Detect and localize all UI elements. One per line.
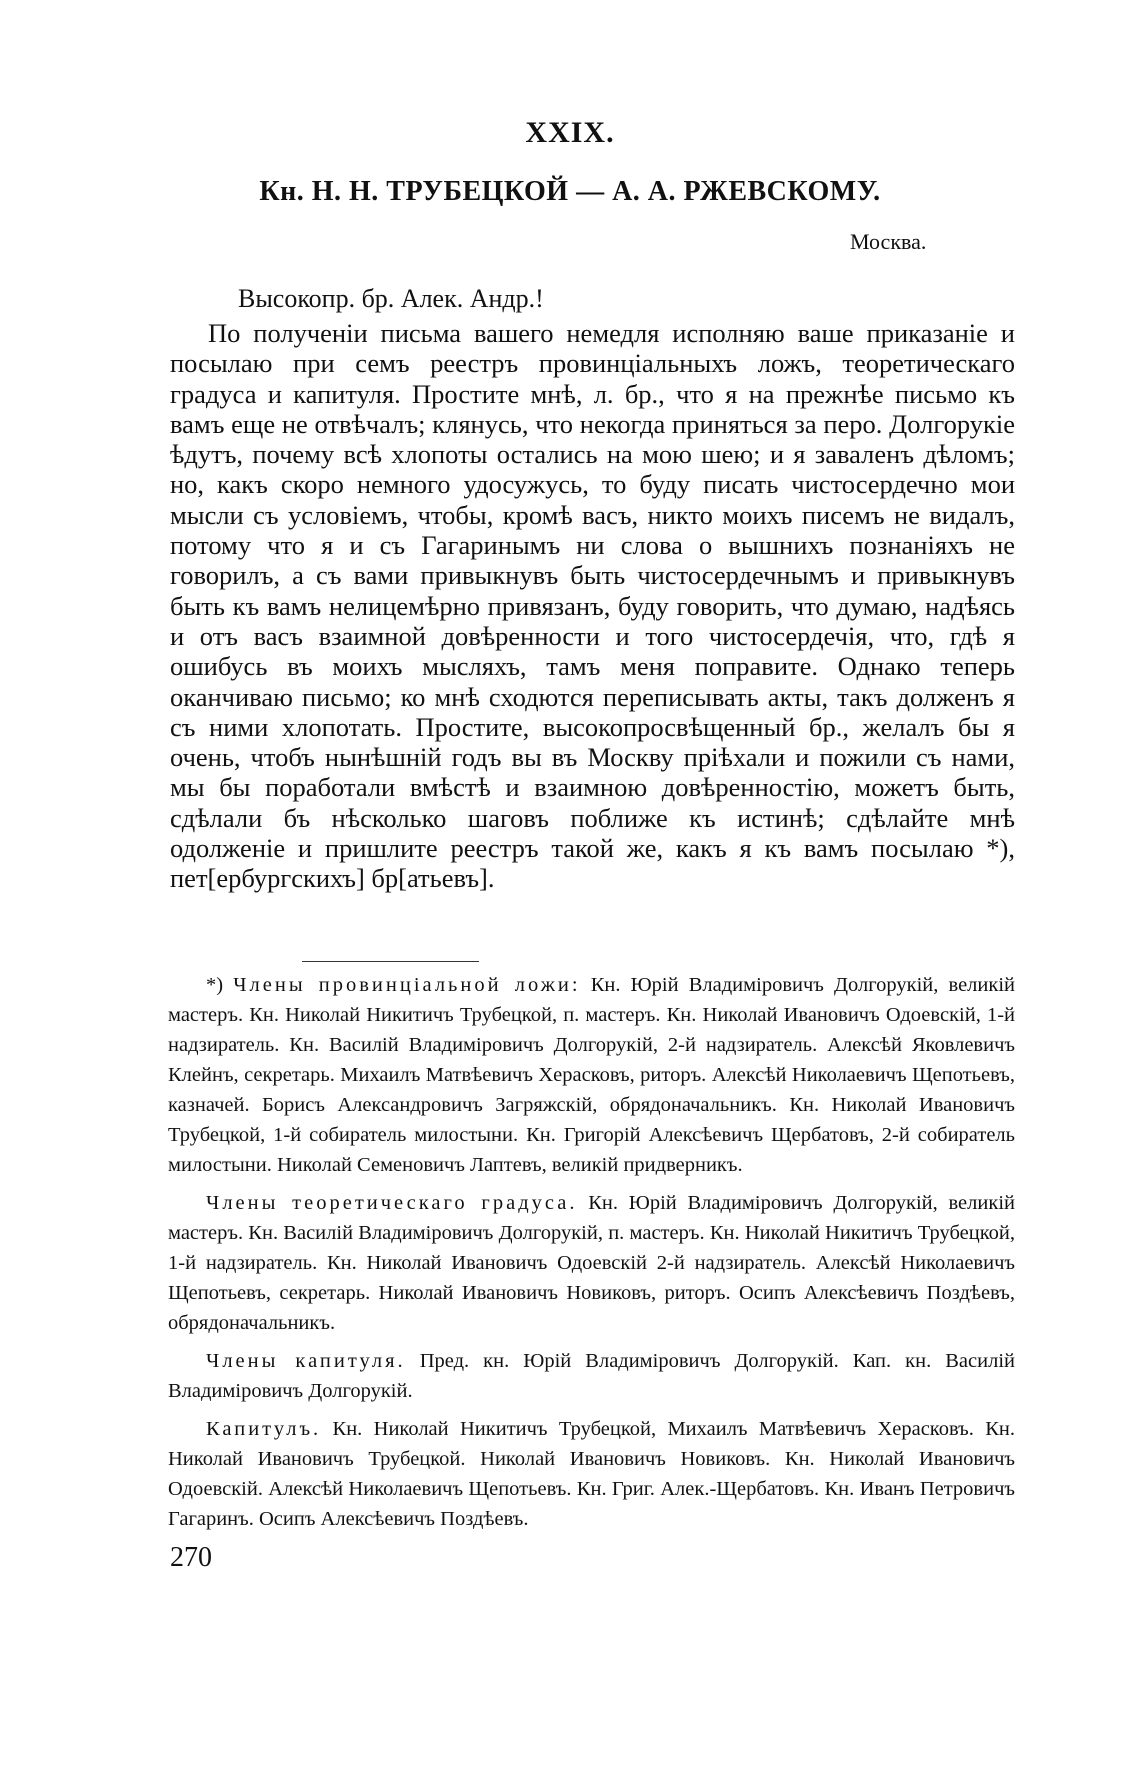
footnote-label: Члены капитуля. — [206, 1350, 406, 1372]
letter-place: Москва. — [850, 229, 927, 254]
page-number: 270 — [170, 1542, 212, 1573]
letter-body: По полученіи письма вашего немедля исполняю ваше приказаніе и посылаю при семъ реестръ провинціальныхъ ложъ, теоретическаго градуса и капитуля. Простите мнѣ, л. бр., что я на прежнѣе письмо къ вамъ еще не отвѣчалъ; клянусь, что некогда приняться за перо. Долгорукіе ѣдутъ, почему всѣ хлопоты остались на мою шею; и я заваленъ дѣломъ; но, какъ скоро немного удосужусь, то буду писать чистосердечно мои мысли съ условіемъ, чтобы, кромѣ васъ, никто моихъ писемъ не видалъ, потому что я и съ Гагаринымъ ни слова о вышнихъ познаніяхъ не говорилъ, а съ вами привыкнувъ быть чистосердечнымъ и привыкнувъ быть къ вамъ нелицемѣрно привязанъ, буду говорить, что думаю, надѣясь и отъ васъ взаимной довѣренности и того чистосердечія, что, гдѣ я ошибусь въ моихъ мысляхъ, тамъ меня поправите. Однако теперь оканчиваю письмо; ко мнѣ сходются переписывать акты, такъ долженъ я съ ними хлопотать. Простите, высокопросвѣщенный бр., желалъ бы я очень, чтобъ нынѣшній годъ вы въ Москву пріѣхали и пожили съ нами, мы бы поработали вмѣстѣ и взаимною довѣренностію, можетъ быть, сдѣлали бъ нѣсколько шаговъ поближе къ истинѣ; сдѣлайте мнѣ одолженіе и пришлите реестръ такой же, какъ я къ вамъ посылаю *), пет[ербургскихъ] бр[атьевъ]. — [170, 318, 1015, 894]
footnote-label: Капитулъ. — [206, 1418, 322, 1440]
footnote-chapter — [168, 1414, 1015, 1534]
footnote-label: Члены провинціальной ложи: — [233, 974, 581, 996]
footnote-chapter-members — [168, 1346, 1015, 1406]
footnote-text: Пред. кн. Юрій Владиміровичъ Долгорукій. Кап. кн. Василій Владиміровичъ Долгорукій. — [168, 1350, 1015, 1402]
footnote-text: Кн. Юрій Владиміровичъ Долгорукій, великій мастеръ. Кн. Николай Никитичъ Трубецкой, п. мастеръ. Кн. Николай Ивановичъ Одоевскій, 1-й надзиратель. Кн. Василій Владиміровичъ Долгорукій, 2-й надзиратель. Алексѣй Яковлевичъ Клейнъ, секретарь. Михаилъ Матвѣевичъ Херасковъ, риторъ. Алексѣй Николаевичъ Щепотьевъ, казначей. Борисъ Александровичъ Загряжскій, обрядоначальникъ. Кн. Николай Ивановичъ Трубецкой, 1-й собиратель милостыни. Кн. Григорій Алексѣевичъ Щербатовъ, 2-й собиратель милостыни. Николай Семеновичъ Лаптевъ, великій придверникъ. — [168, 974, 1015, 1176]
footnote-theoretical-degree — [168, 1188, 1015, 1338]
footnote-separator — [302, 961, 479, 962]
letter-salutation: Высокопр. бр. Алек. Андр.! — [238, 284, 544, 313]
letter-heading: Кн. Н. Н. ТРУБЕЦКОЙ — А. А. РЖЕВСКОМУ. — [259, 176, 881, 207]
section-number: XXIX. — [525, 116, 615, 149]
footnote-provincial-lodge — [168, 970, 1015, 1180]
footnote-text: Кн. Юрій Владиміровичъ Долгорукій, великій мастеръ. Кн. Василій Владиміровичъ Долгорукій, п. мастеръ. Кн. Николай Никитичъ Трубецкой, 1-й надзиратель. Кн. Николай Ивановичъ Одоевскій 2-й надзиратель. Алексѣй Николаевичъ Щепотьевъ, секретарь. Николай Ивановичъ Новиковъ, риторъ. Осипъ Алексѣевичъ Поздѣевъ, обрядоначальникъ. — [168, 1192, 1015, 1334]
footnote-marker: *) — [206, 974, 234, 996]
footnote-label: Члены теоретическаго градуса. — [206, 1192, 578, 1214]
footnote-text: Кн. Николай Никитичъ Трубецкой, Михаилъ Матвѣевичъ Херасковъ. Кн. Николай Ивановичъ Трубецкой. Николай Ивановичъ Новиковъ. Кн. Николай Ивановичъ Одоевскій. Алексѣй Николаевичъ Щепотьевъ. Кн. Григ. Алек.-Щербатовъ. Кн. Иванъ Петровичъ Гагаринъ. Осипъ Алексѣевичъ Поздѣевъ. — [168, 1418, 1015, 1530]
footnotes — [168, 970, 1015, 1542]
